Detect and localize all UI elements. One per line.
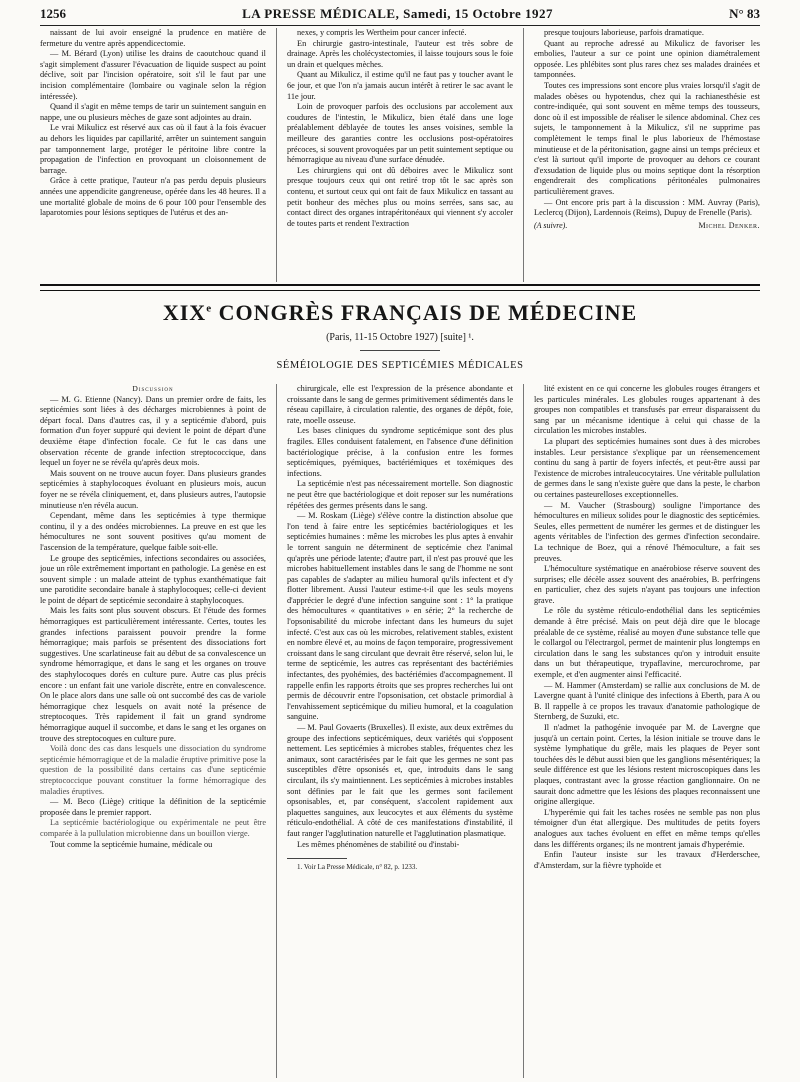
paragraph: Il n'admet la pathogénie invoquée par M. de Lavergne que jusqu'à un certain point. Certes, la lésion initiale se trouve dans le système lymphatique du grêle, mais les plaques de Peyer sont touchées dès le début aussi bien que les ganglions mésentériques; la seule différence est que les lésions restent microscopiques dans les plaques, contrastant avec la grosse réaction ganglionnaire. On ne saurait donc admettre que les lésions des plaques reconnaissent une origine allergique. — [534, 723, 760, 807]
paragraph: La plupart des septicémies humaines sont dues à des microbes instables. Leur persistance s'explique par un réensemencement continu du sang à partir de foyers infectés, et peut-être aussi par l'existence de microbes intraleucocytaires. Une véritable pullulation de germes dans le sang n'existe guère que dans la peste, le charbon ou certaines pasteurelloses exceptionnelles. — [534, 436, 760, 499]
paragraph: Mais les faits sont plus souvent obscurs. Et l'étude des formes hémorragiques est particulièrement intéressante. Certes, toutes les grandes infections paraissent pouvoir prendre la forme hémorragique; mais parfois se présentent des dissociations fort suggestives. Une scarlatineuse fait au début de sa convalescence un syndrome hémorragique, et dans le sang et les organes on trouve des staphylocoques dorés en culture pure. Autre cas plus précis encore : un enfant fait une variole discrète, entre en convalescence. On le place alors dans une salle où ont succombé des cas de variole hémorragique chez lesquels on avait noté la présence de streptocoques. Très rapidement il fait un grand syndrome hémorragique auquel il succombe, et dans le sang et les organes on trouve des streptocoques en culture pure. — [40, 606, 266, 743]
paragraph: Les chirurgiens qui ont dû déboires avec le Mikulicz sont presque toujours ceux qui ont retiré trop tôt le sac après son contenu, et surtout ceux qui ont fait de faux Mikulicz en tassant au petit bonheur des mèches plus ou moins serrées, sans sac, au contact direct des organes intrapéritonéaux qui viennent s'y accoler de toutes parts et rendent l'extraction — [287, 165, 513, 228]
header-rule — [40, 25, 760, 26]
section-title: SÉMÉIOLOGIE DES SEPTICÉMIES MÉDICALES — [276, 360, 524, 371]
paragraph: nexes, y compris les Wertheim pour cancer infecté. — [297, 28, 467, 37]
section-double-rule — [40, 284, 760, 291]
paragraph: Les mêmes phénomènes de stabilité ou d'instabi- — [297, 839, 460, 849]
footnote: 1. Voir La Presse Médicale, n° 82, p. 1233. — [297, 863, 418, 872]
congress-title — [40, 300, 760, 326]
issue-number: N° 83 — [729, 6, 760, 21]
paragraph: Loin de provoquer parfois des occlusions par accolement aux coudures de l'intestin, le Mikulicz, bien étalé dans une loge préalablement déblayée de toutes les anses voisines, semble la meilleure des garanties contre les occlusions post-opératoires précoces, si souvent provoquées par un petit suintement septique ou hémorragique au niveau d'une surface dénudée. — [287, 102, 513, 165]
paragraph: — M. Vaucher (Strasbourg) souligne l'importance des hémocultures en milieux solides pour le diagnostic des septicémies. Seules, elles permettent de numérer les germes et de distinguer les agents véritables de l'infection des germes d'infection secondaire. La technique de Boez, qui a rénové l'hémoculture, a fait ses preuves. — [534, 500, 760, 563]
top-column-3 — [534, 28, 760, 282]
paragraph: Le groupe des septicémies, infections secondaires ou associées, joue un rôle extrêmement important en pathologie. La genèse en est souvent simple : un malade atteint de typhus exanthématique fait une parotidite secondaire banale à staphylocoques; celle-ci devient le point de départ de septicémie secondaire à staphylocoques. — [40, 553, 266, 605]
congress-roman-numeral: XIX — [162, 300, 207, 325]
paragraph: Le rôle du système réticulo-endothélial dans les septicémies demande à être précisé. Mais on peut déjà dire que le blocage préalable de ce système, réalisé au moyen d'une substance telle que le collargol ou l'électrargol, permet de maintenir plus longtemps en circulation dans le sang les substances qu'on y introduit ensuite dans un but thérapeutique, trypaflavine, mercurochrome, par exemple, et d'en augmenter ainsi l'efficacité. — [534, 606, 760, 680]
footnote-rule — [287, 858, 347, 859]
subtitle-rule — [360, 350, 440, 351]
paragraph: — Ont encore pris part à la discussion : MM. Auvray (Paris), Leclercq (Dijon), Lardennois (Reims), Dupuy de Frenelle (Paris). — [534, 197, 760, 218]
paragraph: presque toujours laborieuse, parfois dramatique. — [544, 28, 704, 37]
paragraph: Cependant, même dans les septicémies à type thermique continu, il y a des ondées microbiennes. La preuve en est que les hémocultures ne sont souvent positives qu'au moment de l'ascension de la température, quelque faible soit-elle. — [40, 511, 266, 552]
column-divider — [276, 384, 277, 1078]
top-columns — [40, 28, 760, 282]
paragraph: Les bases cliniques du syndrome septicémique sont des plus fragiles. Elles conduisent fatalement, en l'absence d'une définition bactériologique précise, à la confusion entre les formes septicémiques, pyémiques, bactériémiques et toxémiques des infections. — [287, 426, 513, 478]
masthead: LA PRESSE MÉDICALE, Samedi, 15 Octobre 1927 — [242, 6, 554, 21]
paragraph: Voilà donc des cas dans lesquels une dissociation du syndrome septicémie hémorragique et de la maladie éruptive primitive pose la question de la possibilité dans certains cas d'une septicémie streptococcique pouvant constituer la forme hémorragique des maladies éruptives. — [40, 744, 266, 796]
paragraph: Grâce à cette pratique, l'auteur n'a pas perdu depuis plusieurs années une appendicite gangreneuse, opérée dans les 48 heures. Il a une mortalité globale de moins de 6 pour 100 pour l'ensemble des laparotomies pour lésions septiques de l'utérus et des an- — [40, 176, 266, 218]
bottom-columns — [40, 384, 760, 1078]
bottom-column-3 — [534, 384, 760, 1078]
paragraph: — M. G. Etienne (Nancy). Dans un premier ordre de faits, les septicémies sont liées à des décharges microbiennes à point de départ focal. Dans d'autres cas, il y a septicémie d'abord, puis formation d'un foyer suppuré qui devient le point de départ d'une deuxième étape d'infection focale. Ce fut le cas dans une observation récente de grande infection streptococcique, dans lequel un foyer ne se révéla qu'après deux mois. — [40, 394, 266, 468]
column-divider — [523, 384, 524, 1078]
bottom-column-1 — [40, 384, 266, 1078]
paragraph: L'hyperémie qui fait les taches rosées ne semble pas non plus témoigner d'un état allergique. Des multitudes de petits foyers analogues aux taches évoluent en effet en même temps qu'elles dans les différents organes; ils ne montrent jamais d'hyperémie. — [534, 807, 760, 849]
top-column-1 — [40, 28, 266, 282]
paragraph: — M. Beco (Liège) critique la définition de la septicémie proposée dans le premier rapport. — [40, 797, 266, 817]
discussion-heading: Discussion — [132, 384, 174, 393]
paragraph: Enfin l'auteur insiste sur les travaux d'Herderschee, d'Amsterdam, sur la fièvre typhoïde et — [534, 850, 760, 870]
paragraph: — M. Bérard (Lyon) utilise les drains de caoutchouc quand il s'agit simplement d'assurer l'évacuation de liquide suspect au point déclive, soit par l'incision opératoire, soit s'il le faut par une incision complémentaire (lombaire ou vaginale selon la région intéressée). — [40, 49, 266, 101]
paragraph: Mais souvent on ne trouve aucun foyer. Dans plusieurs grandes septicémies à staphylocoques évoluant en plusieurs mois, aucun foyer ne se révéla cliniquement, et, dans plusieurs autres, l'autopsie minutieuse n'en révéla aucun. — [40, 468, 266, 510]
column-divider — [276, 28, 277, 282]
article-signoff — [534, 221, 760, 232]
page-header — [40, 4, 760, 24]
paragraph: La septicémie bactériologique ou expérimentale ne peut être comparée à la pullulation microbienne dans un bouillon vierge. — [40, 818, 266, 838]
congress-subtitle: (Paris, 11-15 Octobre 1927) [suite] ¹. — [326, 332, 474, 343]
column-divider — [523, 28, 524, 282]
page-number: 1256 — [40, 6, 66, 21]
top-column-2 — [287, 28, 513, 282]
to-be-continued: (A suivre). — [534, 220, 568, 230]
paragraph: lité existent en ce qui concerne les globules rouges étrangers et les particules minérales. Les globules rouges appartenant à des groupes non compatibles et transfusés par erreur disparaissent du sang par un mécanisme identique à celui qui chasse de la circulation les microbes instables. — [534, 384, 760, 436]
paragraph: — M. Roskam (Liège) s'élève contre la distinction absolue que l'on tend à faire entre les septicémies bactériologiques et les septicémies humaines : même les microbes les plus aptes à envahir le torrent sanguin ne déterminent de septicémie chez l'animal qu'après une période latente; d'autre part, il n'est pas prouvé que les microbes habituellement instables dans le sang de l'homme ne sont pas capables de s'adapter au milieu humoral qu'ils infectent et d'y flotter librement. Aussi l'auteur estime-t-il que les seuls moyens d'apprécier le degré d'une infection sanguine sont : 1° la pratique des hémocultures « quantitatives » en série; 2° la recherche de l'opsonisabilité du microbe infectant dans les humeurs du sujet infecté. C'est aux cas où les microbes, relativement stables, existent en nombre élevé et, au moins de façon temporaire, progressivement croissant dans le sang circulant que devrait être réservé, selon lui, le terme de septicémie, les autres cas représentant des bactériémies infectantes, des pyohémies, des bactériémies d'accompagnement. Il rappelle enfin les rapports étroits que ses propres recherches lui ont permis de découvrir entre l'opsonisation, cet obstacle primordial à l'envahissement septicémique du milieu humoral, et la coagulation sanguine. — [287, 511, 513, 722]
paragraph: — M. Paul Govaerts (Bruxelles). Il existe, aux deux extrêmes du groupe des infections septicémiques, deux variétés qui s'opposent nettement. Les septicémies à microbes stables, fréquentes chez les animaux, sont caractérisées par le fait que les germes ne sont pas susceptibles d'être opsonisés et, que, introduits dans le sang circulant, ils s'y maintiennent. Les septicémies à microbes instables sont définies par le fait que les germes sont facilement opsonisables, et, par conséquent, s'accolent rapidement aux plaquettes sanguines, aux leucocytes et aux éléments du système réticulo-endothélial. A côté de ces manifestations d'instabilité, il faut ranger l'agglutination naturelle et l'agglutination plasmatique. — [287, 723, 513, 838]
congress-title-text: CONGRÈS FRANÇAIS DE MÉDECINE — [212, 300, 638, 325]
paragraph: Quant au reproche adressé au Mikulicz de favoriser les embolies, l'auteur a sur ce point une opinion diamétralement opposée. Les phlébites sont plus rares chez ses malades drainées et tamponnées. — [534, 38, 760, 80]
paragraph: Quand il s'agit en même temps de tarir un suintement sanguin en nappe, une ou plusieurs mèches de gaze sont adjointes au drain. — [40, 102, 266, 122]
author-signature: Michel Denker. — [698, 220, 760, 230]
paragraph: L'hémoculture systématique en anaérobiose réserve souvent des surprises; elle décèle assez souvent des anaérobies, B. perfringens en particulier, chez des sujets n'ayant pas toujours une infection grave. — [534, 564, 760, 605]
paragraph: En chirurgie gastro-intestinale, l'auteur est très sobre de drainage. Après les cholécystectomies, il laisse toujours sous le foie un drain et quelques mèches. — [287, 38, 513, 69]
paragraph: Le vrai Mikulicz est réservé aux cas où il faut à la fois évacuer au dehors les liquides par capillarité, arrêter un suintement sanguin par tamponnement large, protéger le péritoine libre contre la propagation de l'infection en provoquant un cloisonnement de barrage. — [40, 123, 266, 175]
paragraph: Quant au Mikulicz, il estime qu'il ne faut pas y toucher avant le 6e jour, et que l'on n'a jamais aucun intérêt à retirer le sac avant le 11e jour. — [287, 70, 513, 101]
paragraph: Toutes ces impressions sont encore plus vraies lorsqu'il s'agit de malades obèses ou hypotendus, chez qui la rachianesthésie est contre-indiquée, qui sont souvent en même temps des tousseurs, donc où il est impossible de réaliser le silence abdominal. Chez ces sujets, le tamponnement à la Mikulicz, s'il ne supprime pas complètement le temps final le plus laborieux de l'hémostase minutieuse et de la péritonisation, gagne ainsi un temps précieux et c'est là surtout qu'il importe de provoquer au dehors ce courant d'exsudation de liquide plus ou moins septique dont la résorption engendrerait des complications péritonéales pulmonaires particulièrement graves. — [534, 80, 760, 196]
congress-ordinal: e — [206, 302, 213, 315]
paragraph: — M. Hammer (Amsterdam) se rallie aux conclusions de M. de Lavergne quant à l'unité clinique des infections à Eberth, para A ou B. Il rappelle à ce propos les travaux d'anatomie pathologique de Sternberg, de Suzuki, etc. — [534, 680, 760, 722]
paragraph: chirurgicale, elle est l'expression de la présence abondante et croissante dans le sang de germes primitivement sédimentés dans le réseau capillaire, à circulation ralentie, des organes de dépôt, foie, rate, moelle osseuse. — [287, 384, 513, 425]
bottom-column-2 — [287, 384, 513, 1078]
paragraph: naissant de lui avoir enseigné la prudence en matière de fermeture du ventre après appendicectomie. — [40, 28, 266, 48]
paragraph: La septicémie n'est pas nécessairement mortelle. Son diagnostic ne peut être que bactériologique et doit reposer sur les numérations répétées des germes présents dans le sang. — [287, 479, 513, 510]
paragraph: Tout comme la septicémie humaine, médicale ou — [50, 839, 213, 849]
